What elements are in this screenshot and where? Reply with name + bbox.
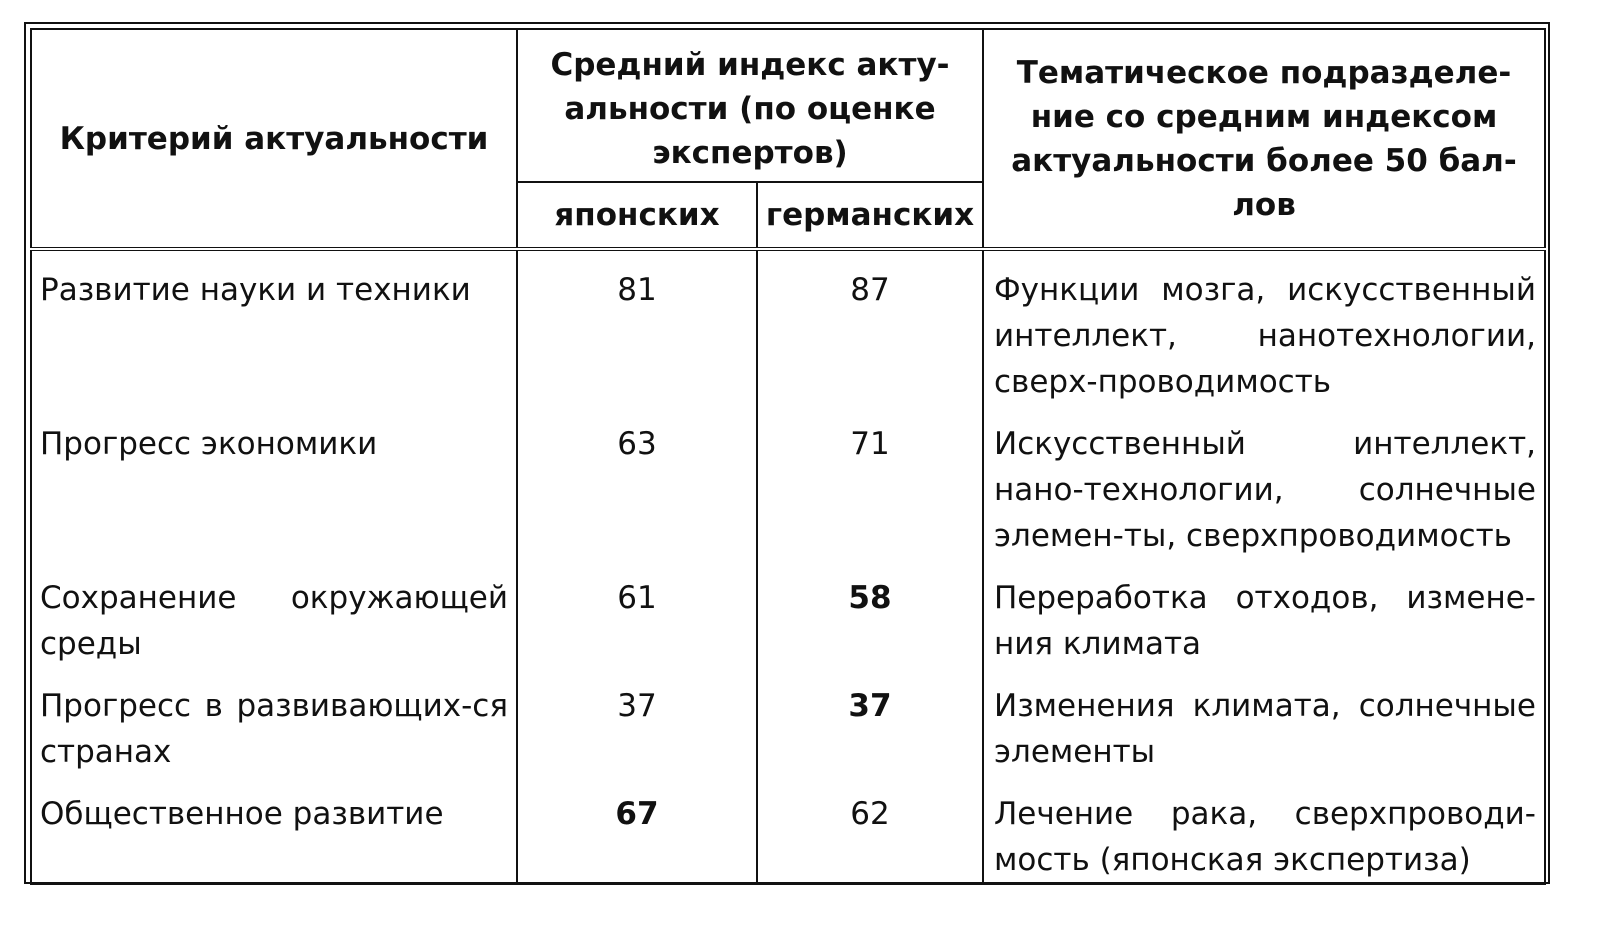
japanese-value: 63 <box>517 405 757 559</box>
table-row <box>31 251 1545 405</box>
german-value: 87 <box>757 251 983 405</box>
japanese-value: 61 <box>517 559 757 667</box>
relevance-table <box>30 28 1546 885</box>
header-avg-index: Средний индекс акту-альности (по оценке экспертов) <box>517 29 983 182</box>
table-row <box>31 405 1545 559</box>
thematic-cell: Искусственный интеллект, нано-технологии, солнечные элемен-ты, сверхпроводимость <box>983 405 1545 559</box>
thematic-cell: Функции мозга, искусственный интеллект, нанотехнологии, сверх-проводимость <box>983 251 1545 405</box>
table-row <box>31 775 1545 884</box>
table-row <box>31 559 1545 667</box>
thematic-cell: Переработка отходов, измене-ния климата <box>983 559 1545 667</box>
german-value: 62 <box>757 775 983 884</box>
german-value: 58 <box>757 559 983 667</box>
criterion-cell: Прогресс экономики <box>31 405 517 559</box>
thematic-cell: Изменения климата, солнечные элементы <box>983 667 1545 775</box>
header-japanese: японских <box>517 182 757 249</box>
criterion-cell: Развитие науки и техники <box>31 251 517 405</box>
criterion-cell: Сохранение окружающей среды <box>31 559 517 667</box>
japanese-value: 81 <box>517 251 757 405</box>
german-value: 71 <box>757 405 983 559</box>
japanese-value: 67 <box>517 775 757 884</box>
german-value: 37 <box>757 667 983 775</box>
header-thematic: Тематическое подразделе-ние со средним индексом актуальности более 50 бал-лов <box>983 29 1545 249</box>
header-criterion: Критерий актуальности <box>31 29 517 249</box>
japanese-value: 37 <box>517 667 757 775</box>
criterion-cell: Общественное развитие <box>31 775 517 884</box>
table-row <box>31 667 1545 775</box>
criterion-cell: Прогресс в развивающих-ся странах <box>31 667 517 775</box>
thematic-cell: Лечение рака, сверхпроводи-мость (японская экспертиза) <box>983 775 1545 884</box>
header-german: германских <box>757 182 983 249</box>
